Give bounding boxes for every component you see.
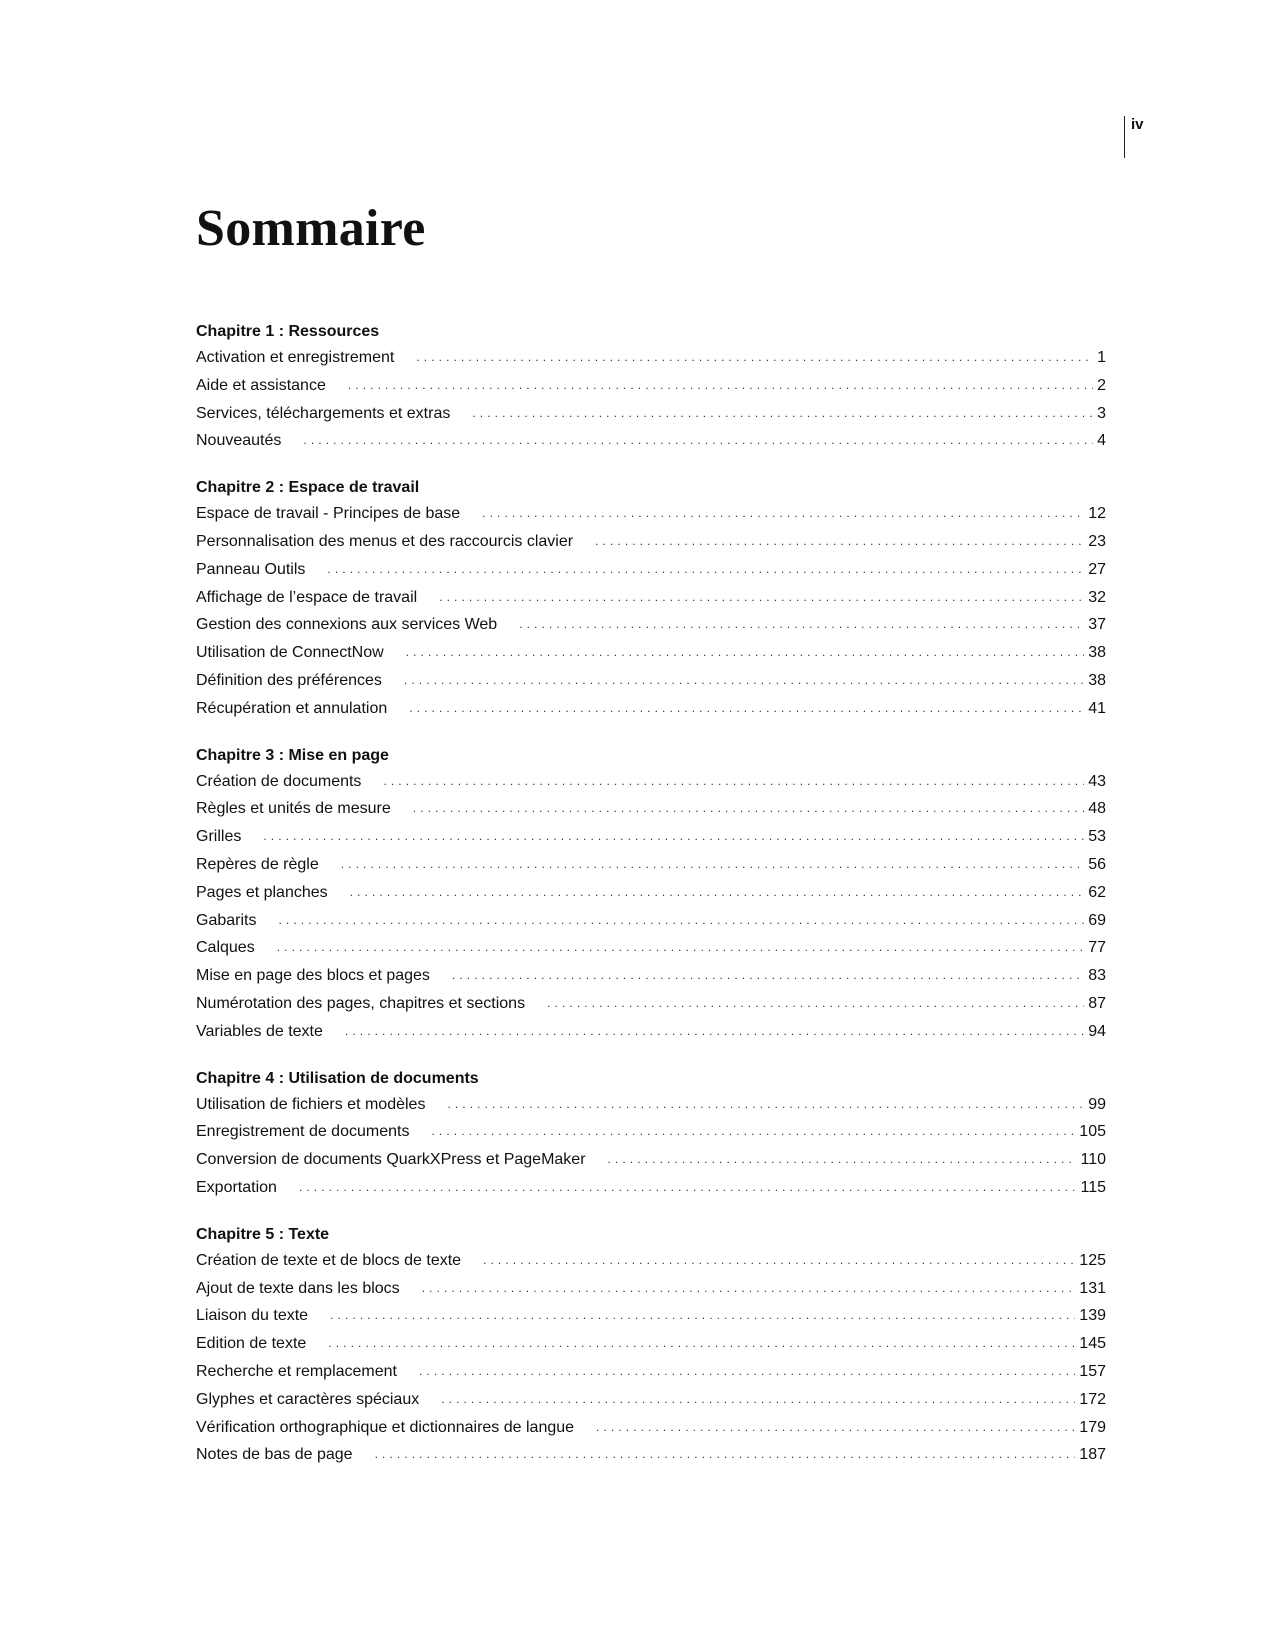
toc-entry-page-number[interactable]: 94 (1088, 1022, 1106, 1040)
toc-entry-page-number[interactable]: 139 (1079, 1307, 1106, 1325)
dot-leader (350, 882, 1085, 902)
toc-entry-label[interactable]: Enregistrement de documents (196, 1123, 410, 1141)
toc-entry-page-number[interactable]: 172 (1079, 1390, 1106, 1408)
toc-entry[interactable] (196, 404, 1106, 432)
toc-entry-page-number[interactable]: 41 (1088, 699, 1106, 717)
toc-entry[interactable] (196, 560, 1106, 588)
toc-entry-page-number[interactable]: 37 (1088, 616, 1106, 634)
toc-entry-page-number[interactable]: 87 (1088, 994, 1106, 1012)
toc-entry[interactable] (196, 671, 1106, 699)
toc-entry[interactable] (196, 1362, 1106, 1390)
toc-entry[interactable] (196, 1150, 1106, 1178)
toc-entry-label[interactable]: Aide et assistance (196, 376, 326, 394)
dot-leader (519, 614, 1084, 634)
dot-leader (277, 937, 1085, 957)
toc-entry[interactable] (196, 799, 1106, 827)
toc-entry-label[interactable]: Activation et enregistrement (196, 349, 395, 366)
toc-entry-label[interactable]: Personnalisation des menus et des raccourcis clavier (196, 532, 574, 550)
toc-entry[interactable] (196, 1418, 1106, 1446)
page-header (1124, 116, 1144, 158)
toc-entry-label[interactable]: Grilles (196, 828, 242, 846)
toc-entry[interactable] (196, 911, 1106, 939)
toc-entry-page-number[interactable]: 83 (1088, 967, 1106, 985)
toc-entry[interactable] (196, 615, 1106, 643)
dot-leader (345, 1021, 1084, 1041)
dot-leader (422, 1278, 1076, 1298)
toc-entry-page-number[interactable]: 53 (1088, 828, 1106, 846)
dot-leader (447, 1094, 1084, 1114)
toc-entry[interactable] (196, 1095, 1106, 1123)
toc-entry-label[interactable]: Création de texte et de blocs de texte (196, 1251, 462, 1269)
toc-entry-page-number[interactable]: 12 (1088, 505, 1106, 523)
toc-entry-label[interactable]: Numérotation des pages, chapitres et sections (196, 994, 526, 1012)
toc-chapter (196, 746, 1106, 1050)
dot-leader (348, 375, 1093, 395)
toc-entry[interactable] (196, 938, 1106, 966)
toc-entry[interactable] (196, 1445, 1106, 1473)
toc-entry-page-number[interactable]: 69 (1088, 911, 1106, 929)
toc-entry-page-number[interactable]: 110 (1080, 1151, 1106, 1169)
toc-entry-label[interactable]: Exportation (196, 1178, 277, 1196)
toc-entry-label[interactable]: Espace de travail - Principes de base (196, 505, 461, 523)
toc-entry-label[interactable]: Calques (196, 939, 255, 957)
toc-entry-page-number[interactable]: 56 (1088, 855, 1106, 873)
dot-leader (409, 698, 1084, 718)
dot-leader (303, 430, 1093, 450)
toc-entry-label[interactable]: Règles et unités de mesure (196, 800, 391, 818)
toc-entry-page-number[interactable]: 32 (1088, 588, 1106, 606)
toc-entry-label[interactable]: Edition de texte (196, 1335, 307, 1353)
toc-entry-label[interactable]: Notes de bas de page (196, 1446, 353, 1464)
toc-entry[interactable] (196, 376, 1106, 404)
toc-entry-page-number[interactable]: 23 (1088, 532, 1106, 550)
toc-entry[interactable] (196, 588, 1106, 616)
toc-entry-page-number[interactable]: 3 (1097, 404, 1106, 422)
toc-entry-page-number[interactable]: 27 (1088, 560, 1106, 578)
chapter-title[interactable]: Chapitre 5 : Texte (196, 1225, 330, 1243)
toc-entry-page-number[interactable]: 99 (1088, 1095, 1106, 1113)
dot-leader (327, 559, 1084, 579)
toc-entry[interactable] (196, 772, 1106, 800)
toc-chapter (196, 322, 1106, 459)
toc-entry-label[interactable]: Variables de texte (196, 1022, 323, 1040)
toc-entry-label[interactable]: Ajout de texte dans les blocs (196, 1279, 400, 1297)
toc-entry[interactable] (196, 1306, 1106, 1334)
toc-entry[interactable] (196, 1178, 1106, 1206)
toc-entry-label[interactable]: Recherche et remplacement (196, 1362, 397, 1380)
dot-leader (383, 771, 1084, 791)
toc-entry-label[interactable]: Vérification orthographique et dictionnaires de langue (196, 1418, 575, 1436)
toc-entry[interactable] (196, 1334, 1106, 1362)
toc-entry[interactable] (196, 532, 1106, 560)
chapter-title[interactable]: Chapitre 1 : Ressources (196, 323, 380, 340)
toc-entry-label[interactable]: Récupération et annulation (196, 699, 388, 717)
dot-leader (596, 1417, 1075, 1437)
toc-entry-page-number[interactable]: 1 (1097, 349, 1106, 366)
toc-entry-label[interactable]: Utilisation de fichiers et modèles (196, 1095, 426, 1113)
toc-entry-page-number[interactable]: 157 (1079, 1362, 1106, 1380)
dot-leader (595, 531, 1084, 551)
toc-entry[interactable] (196, 504, 1106, 532)
toc-entry-label[interactable]: Liaison du texte (196, 1307, 309, 1325)
dot-leader (263, 826, 1084, 846)
dot-leader (375, 1444, 1076, 1464)
dot-leader (441, 1389, 1075, 1409)
toc-entry-label[interactable]: Utilisation de ConnectNow (196, 644, 384, 662)
dot-leader (431, 1121, 1075, 1141)
dot-leader (419, 1361, 1075, 1381)
toc-entry-page-number[interactable]: 43 (1088, 772, 1106, 790)
toc-entry-label[interactable]: Mise en page des blocs et pages (196, 967, 430, 985)
dot-leader (452, 965, 1084, 985)
toc-entry[interactable] (196, 966, 1106, 994)
toc-entry[interactable] (196, 883, 1106, 911)
dot-leader (328, 1333, 1075, 1353)
toc-entry[interactable] (196, 1251, 1106, 1279)
dot-leader (416, 347, 1093, 367)
toc-entry[interactable] (196, 643, 1106, 671)
dot-leader (341, 854, 1084, 874)
dot-leader (406, 642, 1085, 662)
toc-entry-label[interactable]: Gestion des connexions aux services Web (196, 616, 498, 634)
toc-entry-page-number[interactable]: 115 (1080, 1178, 1106, 1196)
toc-entry-label[interactable]: Définition des préférences (196, 671, 382, 689)
toc-entry-page-number[interactable]: 179 (1079, 1418, 1106, 1436)
toc-entry-label[interactable]: Glyphes et caractères spéciaux (196, 1390, 420, 1408)
toc-entry-label[interactable]: Conversion de documents QuarkXPress et PageMaker (196, 1151, 586, 1169)
chapter-title[interactable]: Chapitre 3 : Mise en page (196, 746, 389, 764)
toc-entry-page-number[interactable]: 77 (1088, 939, 1106, 957)
dot-leader (278, 910, 1084, 930)
toc-entry-label[interactable]: Repères de règle (196, 855, 319, 873)
toc-chapter (196, 1069, 1106, 1206)
toc-chapter (196, 478, 1106, 726)
dot-leader (413, 798, 1084, 818)
toc-entry[interactable] (196, 994, 1106, 1022)
toc-entry[interactable] (196, 699, 1106, 727)
toc-entry-page-number[interactable]: 125 (1079, 1251, 1106, 1269)
toc-entry-page-number[interactable]: 187 (1079, 1446, 1106, 1464)
toc-entry[interactable] (196, 1279, 1106, 1307)
chapter-title[interactable]: Chapitre 4 : Utilisation de documents (196, 1069, 479, 1087)
toc-entry-page-number[interactable]: 105 (1079, 1123, 1106, 1141)
dot-leader (482, 503, 1084, 523)
toc-entry-page-number[interactable]: 4 (1097, 432, 1106, 450)
dot-leader (299, 1177, 1077, 1197)
dot-leader (330, 1305, 1075, 1325)
toc-entry-label[interactable]: Pages et planches (196, 883, 328, 901)
toc-entry[interactable] (196, 348, 1106, 376)
toc-entry-page-number[interactable]: 62 (1088, 883, 1106, 901)
toc-entry-label[interactable]: Panneau Outils (196, 560, 306, 578)
toc-entry[interactable] (196, 827, 1106, 855)
toc-entry-page-number[interactable]: 2 (1097, 376, 1106, 394)
toc-entry[interactable] (196, 431, 1106, 459)
toc-entry-label[interactable]: Nouveautés (196, 432, 282, 450)
page-number: iv (1131, 116, 1144, 133)
toc-entry[interactable] (196, 1122, 1106, 1150)
page-title: Sommaire (196, 200, 426, 257)
toc-entry-page-number[interactable]: 145 (1079, 1335, 1106, 1353)
dot-leader (472, 403, 1093, 423)
toc-entry[interactable] (196, 1022, 1106, 1050)
toc-entry-page-number[interactable]: 48 (1088, 800, 1106, 818)
dot-leader (439, 587, 1084, 607)
toc-entry-label[interactable]: Services, téléchargements et extras (196, 404, 451, 422)
toc-entry-page-number[interactable]: 38 (1088, 644, 1106, 662)
toc-entry-label[interactable]: Gabarits (196, 911, 257, 929)
toc-entry-page-number[interactable]: 131 (1079, 1279, 1106, 1297)
chapter-title[interactable]: Chapitre 2 : Espace de travail (196, 479, 420, 497)
dot-leader (608, 1149, 1077, 1169)
toc-entry-page-number[interactable]: 38 (1088, 671, 1106, 689)
table-of-contents (196, 322, 1106, 1492)
toc-entry-label[interactable]: Création de documents (196, 772, 362, 790)
dot-leader (404, 670, 1084, 690)
toc-entry[interactable] (196, 1390, 1106, 1418)
toc-entry-label[interactable]: Affichage de l’espace de travail (196, 588, 418, 606)
dot-leader (547, 993, 1084, 1013)
toc-chapter (196, 1225, 1106, 1473)
toc-entry[interactable] (196, 855, 1106, 883)
dot-leader (483, 1250, 1075, 1270)
